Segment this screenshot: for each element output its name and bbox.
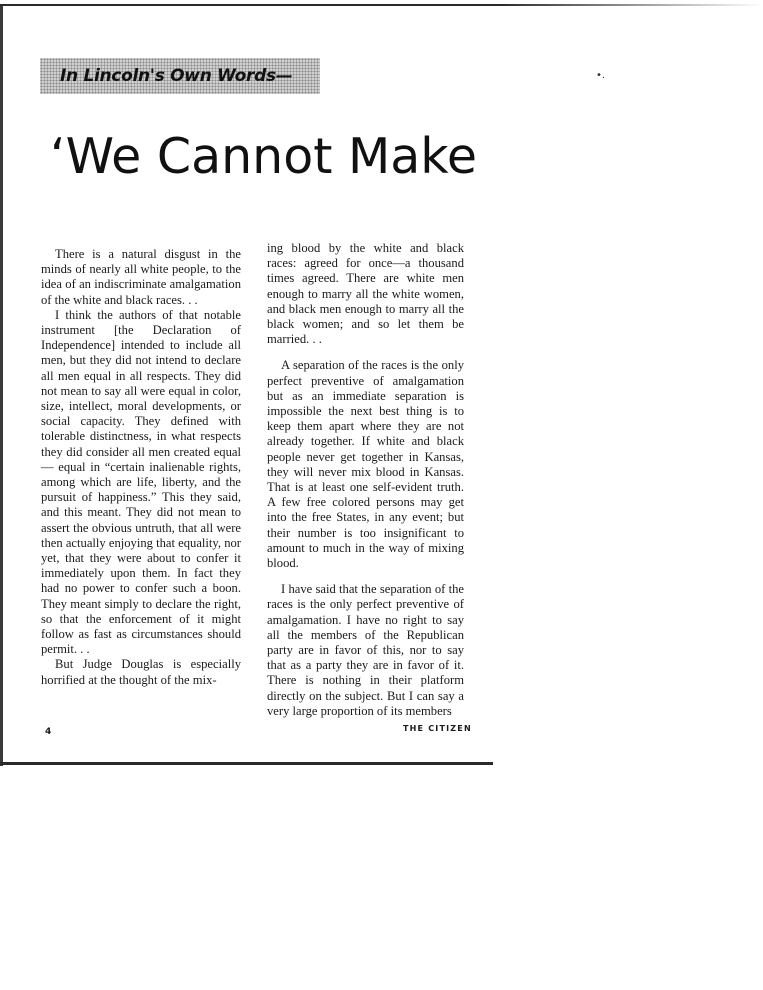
page-number: 4	[45, 727, 52, 737]
left-paragraph-3: But Judge Douglas is especially horrified at the thought of the mix-	[41, 657, 241, 687]
top-rule-fade	[500, 4, 763, 6]
kicker-text: In Lincoln's Own Words—	[60, 66, 293, 86]
stray-mark: •.	[596, 70, 606, 81]
right-paragraph-2: A separation of the races is the only perfect preventive of amalgamation but as an immediate separation is impossible the next best thing is to keep them apart where they are not already together. If white and black people never get together in Kansas, they will never mix blood in Kansas. That is at least one self-evident truth. A few free colored persons may get into the free States, in any event; but their number is too insignificant to amount to much in the way of mixing blood.	[267, 358, 464, 571]
kicker-banner	[40, 58, 320, 94]
headline: ‘We Cannot Make	[50, 128, 478, 185]
page-left-edge	[0, 6, 3, 766]
bottom-rule	[0, 762, 493, 765]
right-paragraph-1: ing blood by the white and black races: agreed for once—a thousand times agreed. There are white men enough to marry all the white women, and black men enough to marry all the black women; and so let them be married. . .	[267, 241, 464, 347]
right-paragraph-3: I have said that the separation of the races is the only perfect preventive of amalgamation. I have no right to say all the members of the Republican party are in favor of this, nor to say that as a party they are in favor of it. There is nothing in their platform directly on the subject. But I can say a very large proportion of its members	[267, 582, 464, 718]
left-paragraph-2: I think the authors of that notable instrument [the Declaration of Independence] intended to include all men, but they did not intend to declare all men equal in all respects. They did not mean to say all were equal in color, size, intellect, moral developments, or social capacity. They defined with tolerable distinctness, in what respects they did consider all men created equal — equal in “certain inalienable rights, among which are life, liberty, and the pursuit of happiness.” This they said, and this meant. They did not mean to assert the obvious untruth, that all were then actually enjoying that equality, nor yet, that they were about to confer it immediately upon them. In fact they had no power to confer such a boon. They meant simply to declare the right, so that the enforcement of it might follow as fast as circumstances should permit. . .	[41, 307, 241, 657]
left-paragraph-1: There is a natural disgust in the minds of nearly all white people, to the idea of an indiscriminate amalgamation of the white and black races. . .	[41, 247, 241, 307]
publication-title: THE CITIZEN	[403, 724, 472, 733]
left-column	[41, 247, 241, 688]
right-column	[267, 241, 464, 719]
